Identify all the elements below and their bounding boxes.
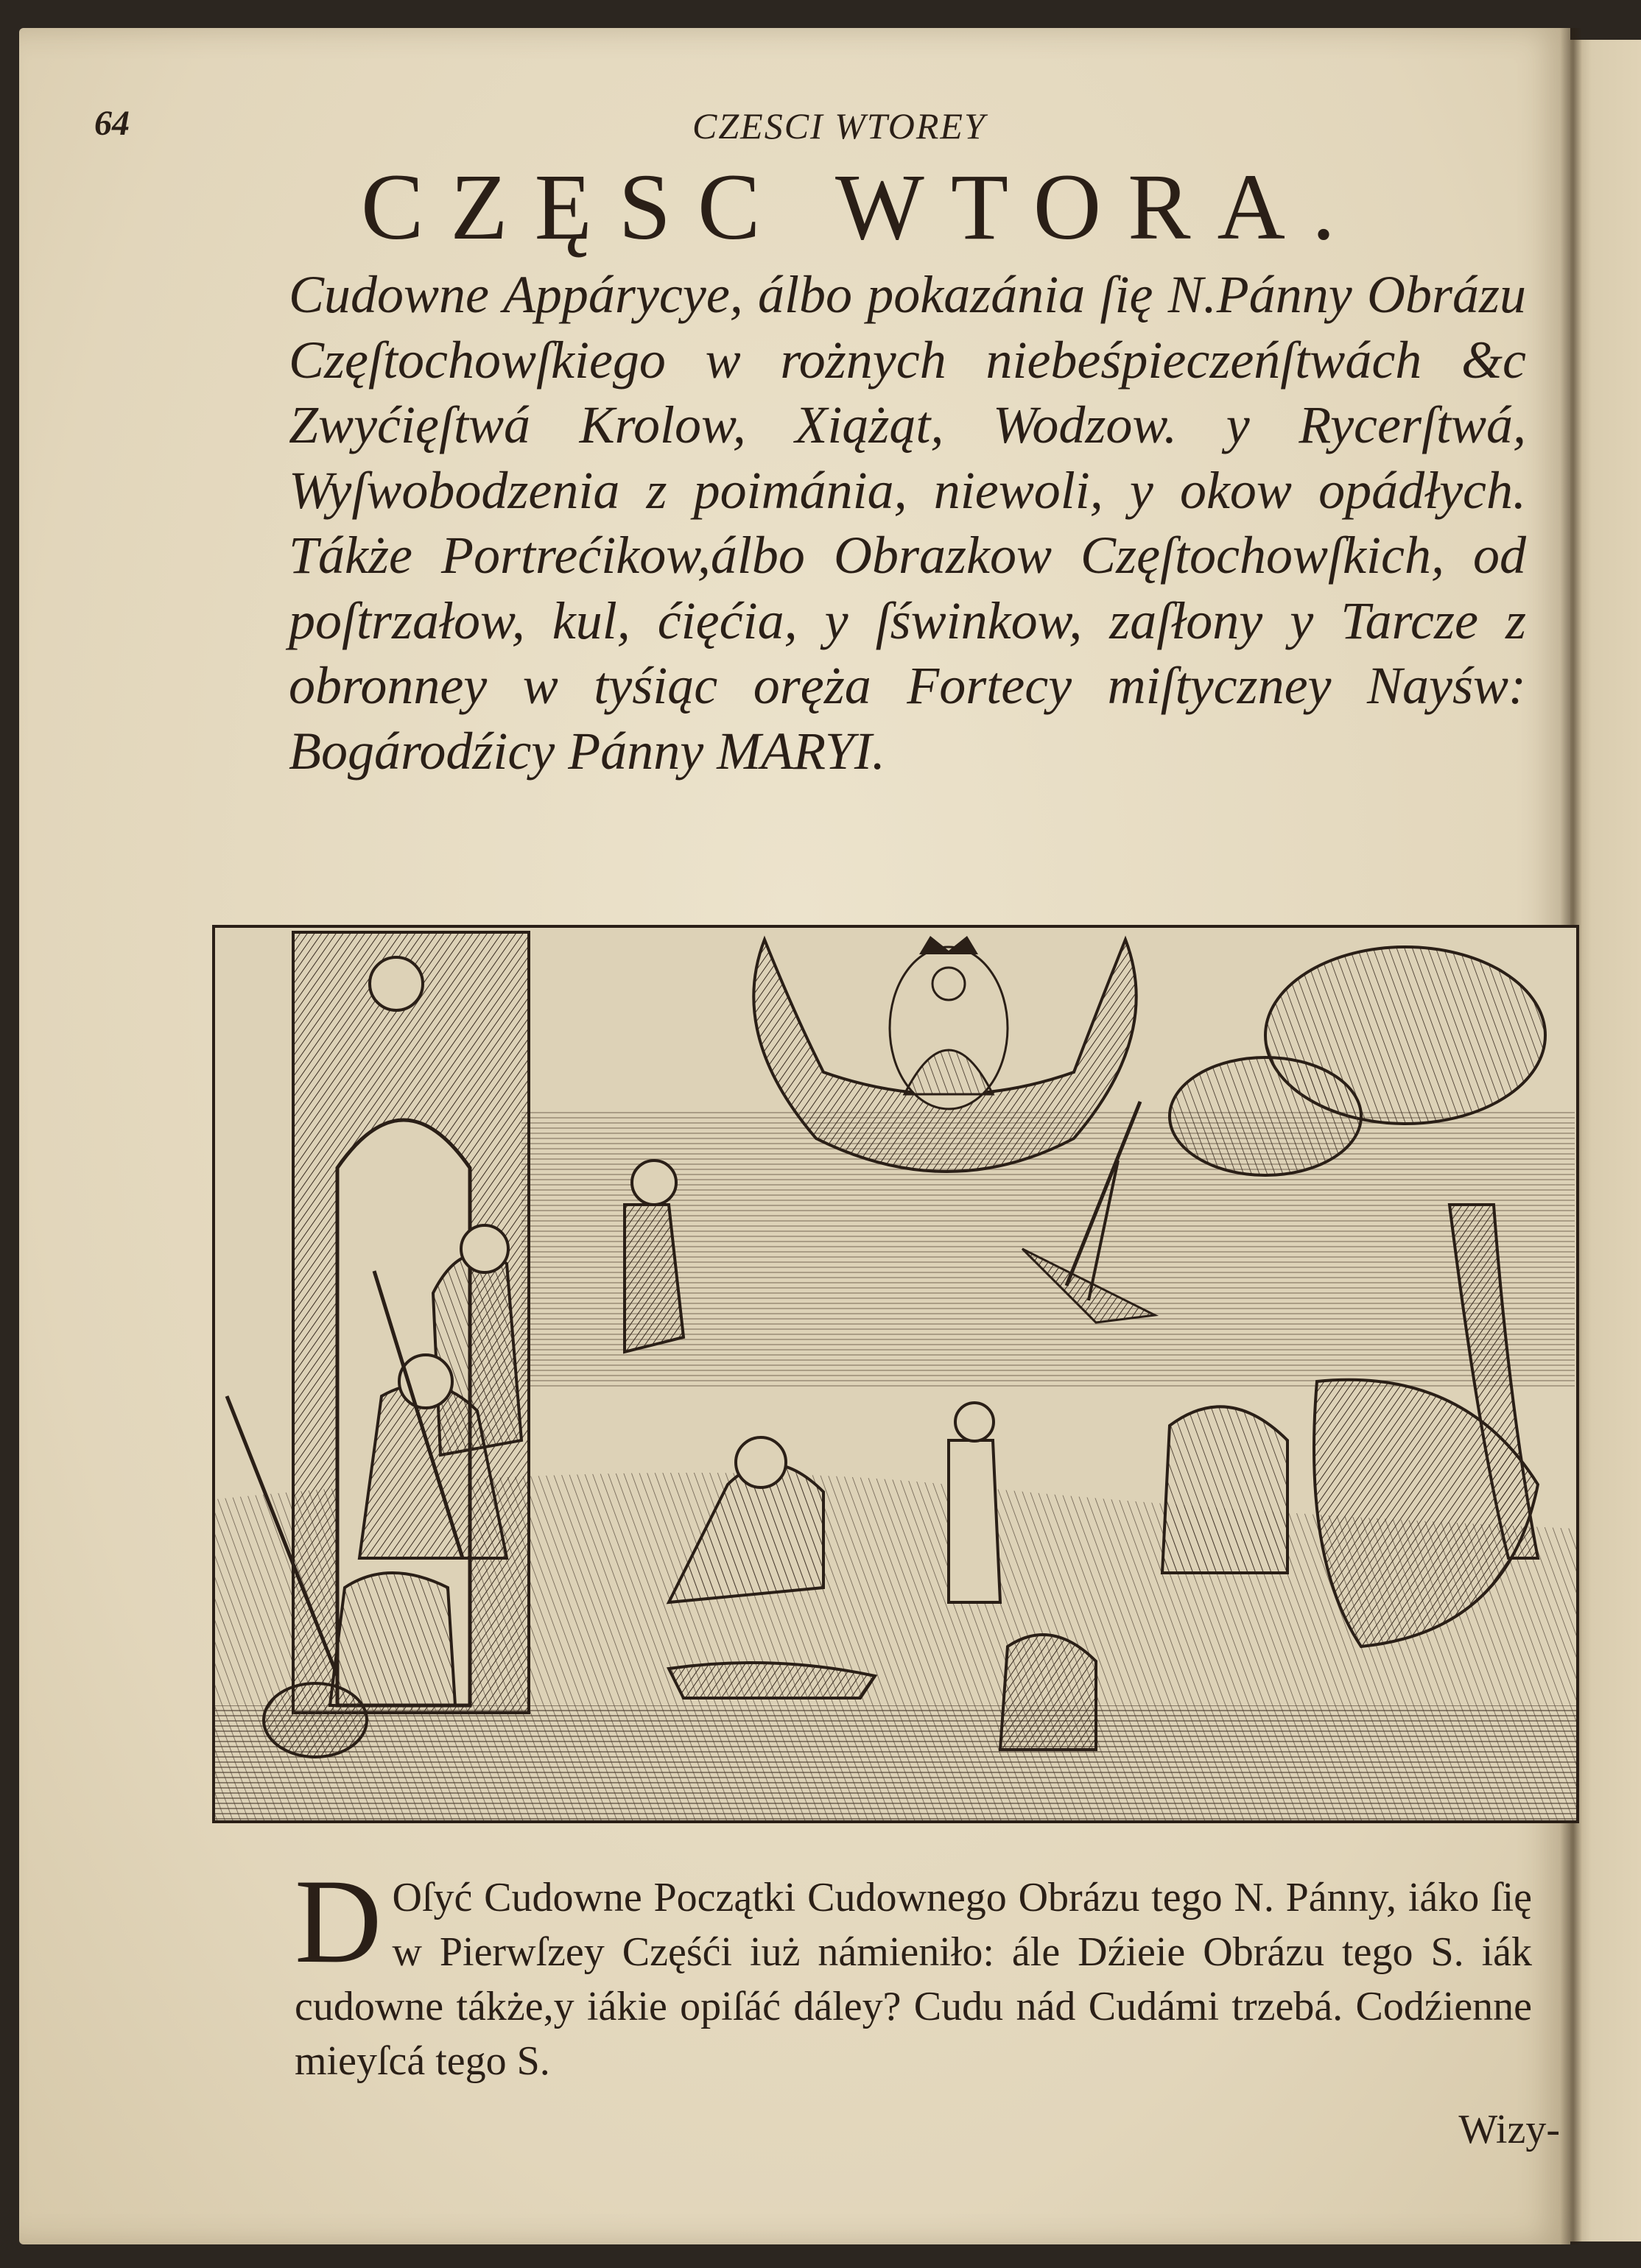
woodcut-illustration bbox=[212, 925, 1579, 1823]
chapter-heading-text: Cudowne Appárycye, álbo pokazánia ſię N.Pánny Obrázu Częſtochowſkiego w rożnych niebeśpieczeńſtwách &c Zwyćięſtwá Krolow, Xiążąt, Wodzow. y Rycerſtwá, Wyſwobodzenia z poimánia, niewoli, y okow opádłych. Tákże Portrećikow,álbo Obrazkow Częſtochowſkich, od poſtrzałow, kul, ćięćia, y ſświnkow, zaſłony y Tarcze z obronney w tyśiąc oręża Fortecy miſtyczney Nayśw: Bogárodźicy Pánny MARYI. bbox=[289, 265, 1526, 781]
page-number: 64 bbox=[94, 104, 130, 143]
body-paragraph-text: Oſyć Cudowne Początki Cudownego Obrázu tego N. Pánny, iáko ſię w Pierwſzey Częśći iuż námieniło: ále Dźieie Obrázu tego S. iák cudowne tákże,y iákie opiſáć dáley? Cudu nád Cudámi trzebá. Codźienne mieyſcá tego S. bbox=[295, 1875, 1532, 2084]
drop-cap: D bbox=[295, 1855, 382, 1988]
catchword: Wizy- bbox=[1458, 2107, 1560, 2152]
body-paragraph bbox=[295, 1855, 1532, 2088]
running-head: CZESCI WTOREY bbox=[692, 105, 986, 147]
chapter-title: CZĘSC WTORA. bbox=[361, 155, 1362, 259]
